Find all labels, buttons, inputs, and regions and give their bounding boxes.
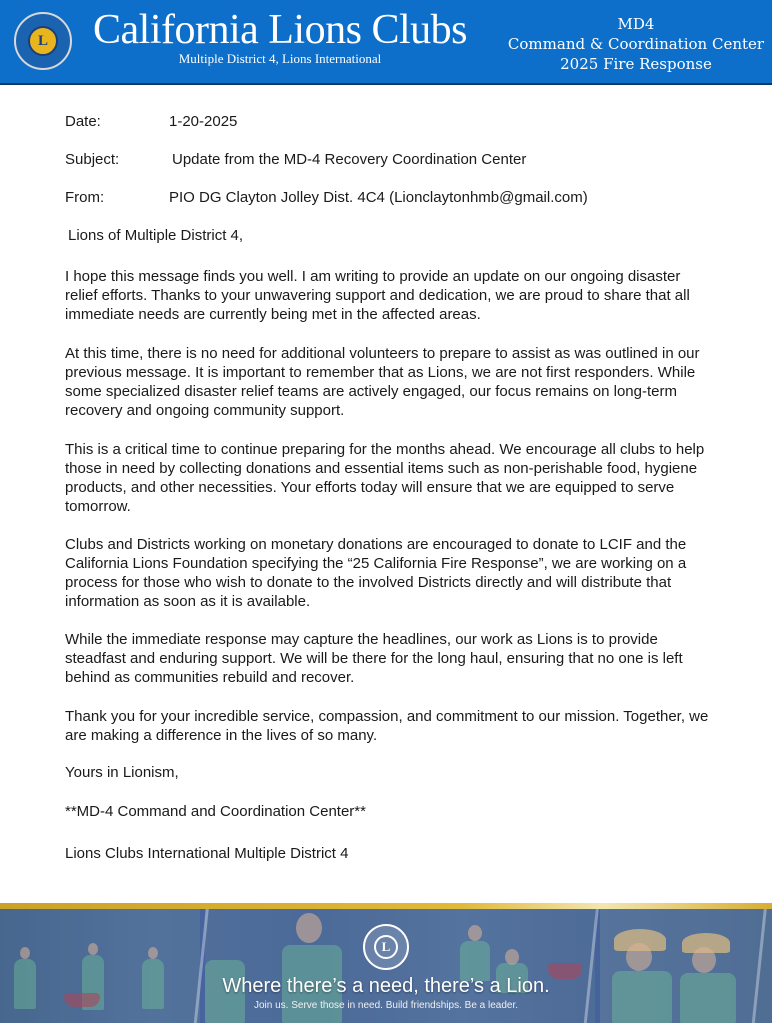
date-field (65, 113, 237, 130)
org-title: California Lions Clubs (93, 7, 467, 53)
paragraph (65, 344, 715, 420)
org-subtitle: Multiple District 4, Lions International (178, 51, 382, 66)
volunteer-head (296, 913, 322, 943)
letterhead-banner (0, 0, 772, 85)
volunteer-head (88, 943, 98, 955)
subject-field (65, 151, 526, 168)
subject-label: Subject: (65, 151, 120, 168)
paragraph-text: At this time, there is no need for additional volunteers to prepare to assist as was outlined in our previous message. It is important to remember that as Lions, we are not first responders. While some specialized disaster relief teams are actively engaged, our focus remains on long-term recovery and ongoing community support. (65, 345, 700, 419)
footer-banner (0, 905, 772, 1023)
lions-emblem-icon (28, 26, 58, 56)
volunteer-head (468, 925, 482, 941)
volunteer-head (20, 947, 30, 959)
from-value: PIO DG Clayton Jolley Dist. 4C4 (Lionclaytonhmb@gmail.com) (169, 189, 588, 206)
salutation: Lions of Multiple District 4, (68, 227, 244, 244)
paragraph (65, 267, 715, 324)
signature-center: **MD-4 Command and Coordination Center** (65, 803, 366, 820)
gold-divider (0, 903, 772, 909)
volunteer-head (626, 943, 652, 971)
paragraph-text: While the immediate response may capture the headlines, our work as Lions is to provide steadfast and enduring support. We will be there for the long haul, ensuring that no one is left behind as communities rebuild and recover. (65, 631, 683, 686)
lions-international-logo (363, 924, 409, 970)
paragraph-text: This is a critical time to continue preparing for the months ahead. We encourage all clubs to help those in need by collecting donations and essential items such as non-perishable food, hygiene products, and other necessities. Your efforts today will ensure that we are equipped to serve tomorrow. (65, 441, 705, 515)
command-center-heading (500, 14, 772, 74)
heading-line: Command & Coordination Center (507, 35, 765, 53)
paragraph-text: Thank you for your incredible service, compassion, and commitment to our mission. Together, we are making a difference in the lives of so many. (65, 708, 709, 744)
footer-slogan: Where there’s a need, there’s a Lion. (222, 975, 550, 997)
volunteer-head (692, 947, 716, 973)
date-value: 1-20-2025 (169, 113, 238, 130)
paragraph (65, 535, 715, 611)
seal-letter: L (37, 33, 48, 49)
volunteer-head (148, 947, 158, 959)
heading-line: 2025 Fire Response (560, 55, 712, 73)
logo-letter: L (374, 935, 398, 959)
date-label: Date: (65, 113, 101, 130)
paragraph (65, 440, 715, 516)
subject-value: Update from the MD-4 Recovery Coordination Center (172, 151, 527, 168)
signature-organization: Lions Clubs International Multiple District 4 (65, 845, 349, 862)
paragraph-text: Clubs and Districts working on monetary donations are encouraged to donate to LCIF and the California Lions Foundation specifying the “25 California Fire Response”, we are working on a process for those who wish to donate to the involved Districts directly and will distribute that information as soon as it is available. (65, 536, 687, 610)
from-field (65, 189, 588, 206)
footer-tagline: Join us. Serve those in need. Build friendships. Be a leader. (253, 1000, 519, 1011)
from-label: From: (65, 189, 105, 206)
paragraph-text: I hope this message finds you well. I am writing to provide an update on our ongoing disaster relief efforts. Thanks to your unwavering support and dedication, we are proud to share that all immediate needs are currently being met in the affected areas. (65, 268, 690, 323)
paragraph (65, 630, 715, 687)
md4-seal-logo (14, 12, 72, 70)
paragraph (65, 707, 715, 745)
heading-line: MD4 (617, 15, 655, 33)
closing: Yours in Lionism, (65, 764, 179, 781)
